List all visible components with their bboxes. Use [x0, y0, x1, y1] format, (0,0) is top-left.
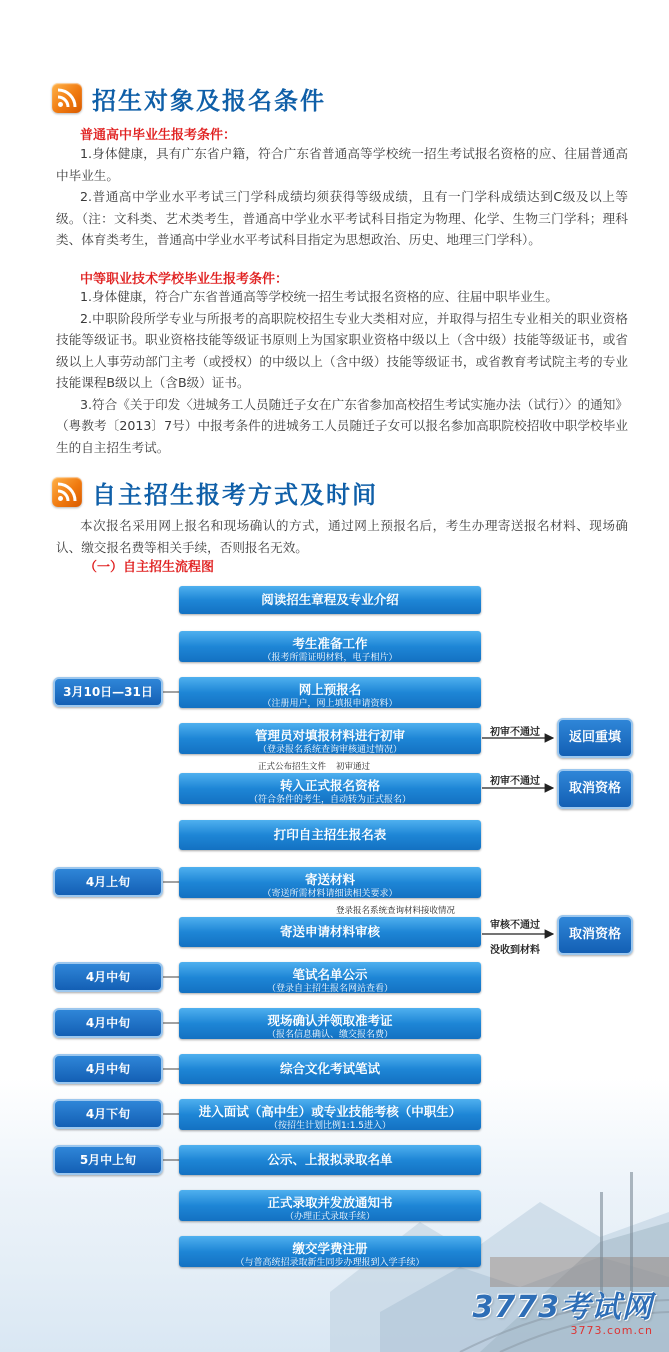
flow-step: 寄送申请材料审核	[179, 917, 481, 947]
branch-label: 初审不通过	[490, 727, 540, 738]
date-label: 4月中旬	[53, 1008, 163, 1038]
flow-step: 综合文化考试笔试	[179, 1054, 481, 1084]
flow-step: 打印自主招生报名表	[179, 820, 481, 850]
flowchart-title: （一）自主招生流程图	[84, 560, 215, 575]
flow-step: 公示、上报拟录取名单	[179, 1145, 481, 1175]
branch-label: 初审不通过	[490, 776, 540, 787]
paragraph: 2.普通高中学业水平考试三门学科成绩均须获得等级成绩，且有一门学科成绩达到C级及以上等级。（注：文科类、艺术类考生，普通高中学业水平考试科目指定为物理、化学、生物三门学科；理科类、体育类考生，普通高中学业水平考试科目指定为思想政治、历史、地理三门学科）。	[56, 189, 628, 247]
flow-step: 进入面试（高中生）或专业技能考核（中职生） （按招生计划比例1:1.5进入）	[179, 1099, 481, 1130]
watermark-logo	[473, 1282, 654, 1337]
date-label: 4月中旬	[53, 962, 163, 992]
flow-step: 笔试名单公示 （登录自主招生报名网站查看）	[179, 962, 481, 993]
date-label: 3月10日—31日	[53, 677, 163, 707]
flow-step: 寄送材料 （寄送所需材料请细读相关要求）	[179, 867, 481, 898]
paragraph: 1.身体健康，具有广东省户籍，符合广东省普通高等学校统一招生考试报名资格的应、往届普通高中毕业生。	[56, 146, 628, 183]
subheading-vocational: 中等职业技术学校毕业生报考条件：	[80, 272, 289, 287]
paragraph: 2.中职阶段所学专业与所报考的高职院校招生专业大类相对应，并取得与招生专业相关的职业资格技能等级证书。职业资格技能等级证书原则上为国家职业资格中级以上（含中级）技能等级证书，或省级以上人事劳动部门主考（或授权）的中级以上（含中级）技能等级证书，或省教育考试院主考的专业技能课程B级以上（含B级）证书。	[56, 310, 628, 390]
flow-step: 现场确认并领取准考证 （报名信息确认、缴交报名费）	[179, 1008, 481, 1039]
outcome-box-cancel: 取消资格	[557, 769, 633, 809]
date-label: 5月中上旬	[53, 1145, 163, 1175]
date-label: 4月中旬	[53, 1054, 163, 1084]
watermark-url: 3773.com.cn	[570, 1324, 653, 1337]
note-check-receipt: 登录报名系统查询材料接收情况	[336, 906, 456, 916]
outcome-box-cancel: 取消资格	[557, 915, 633, 955]
note-official-publish: 正式公布招生文件	[258, 762, 327, 772]
branch-label: 审核不通过	[490, 920, 540, 931]
paragraph: 本次报名采用网上报名和现场确认的方式，通过网上预报名后，考生办理寄送报名材料、现场确认、缴交报名费等相关手续，否则报名无效。	[56, 518, 628, 555]
outcome-box-refill: 返回重填	[557, 718, 633, 758]
flow-step: 缴交学费注册 （与普高统招录取新生同步办理报到入学手续）	[179, 1236, 481, 1267]
section-title: 自主招生报考方式及时间	[92, 479, 378, 509]
watermark-text: 3773考试网	[472, 1290, 653, 1325]
flow-step: 考生准备工作 （报考所需证明材料，电子相片）	[179, 631, 481, 662]
paragraph: 3.符合《关于印发〈进城务工人员随迁子女在广东省参加高校招生考试实施办法（试行）〉的通知》（粤教考〔2013〕7号）中报考条件的进城务工人员随迁子女可以报名参加高职院校招收中职学校毕业生的自主招生考试。	[56, 396, 628, 455]
date-label: 4月上旬	[53, 867, 163, 897]
flow-step: 正式录取并发放通知书 （办理正式录取手续）	[179, 1190, 481, 1221]
flow-step: 网上预报名 （注册用户，网上填报申请资料）	[179, 677, 481, 708]
flow-step: 转入正式报名资格 （符合条件的考生，自动转为正式报名）	[179, 773, 481, 804]
flow-step: 管理员对填报材料进行初审 （登录报名系统查询审核通过情况）	[179, 723, 481, 754]
flow-step: 阅读招生章程及专业介绍	[179, 586, 481, 614]
note-initial-pass: 初审通过	[336, 762, 371, 772]
paragraph: 1.身体健康，符合广东省普通高等学校统一招生考试报名资格的应、往届中职毕业生。	[80, 289, 558, 304]
branch-label: 没收到材料	[490, 945, 540, 956]
subheading-high-school: 普通高中毕业生报考条件：	[80, 128, 237, 143]
section-title: 招生对象及报名条件	[92, 85, 326, 115]
date-label: 4月下旬	[53, 1099, 163, 1129]
